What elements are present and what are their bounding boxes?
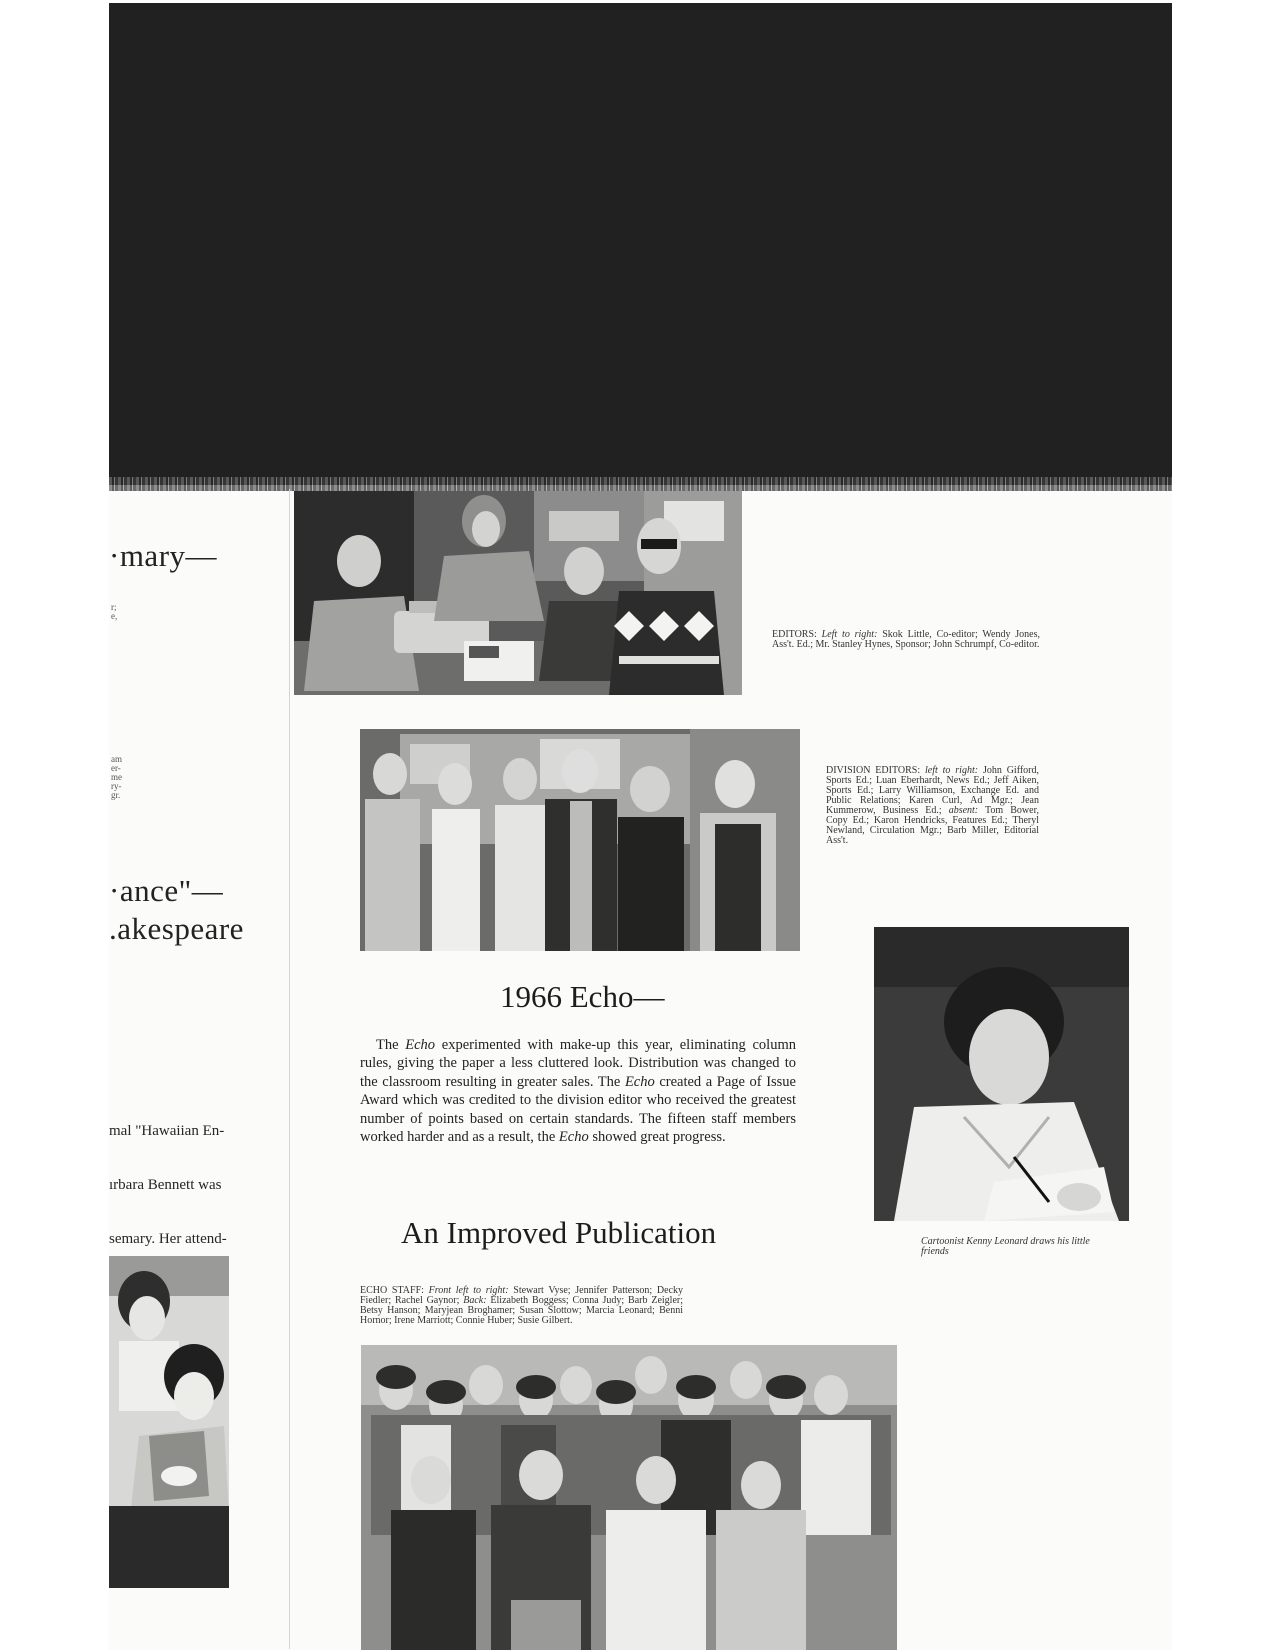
editors-photo [294,491,742,695]
yearbook-page [109,3,1172,1650]
division-caption-absent: absent: [948,805,979,816]
article-text: created a Page of Issue Award which was credited to the division editor who received the greatest number of points based on certain standards. The fifteen staff members worked harder and as a result, the [360,1073,796,1146]
editors-caption-label: EDITORS: [772,629,817,640]
left-heading-ance: ·ance"— [109,873,224,908]
article-echo-title: Echo [405,1037,436,1053]
division-editors-photo [360,729,800,951]
staff-caption-front-lead: Front left to right: [428,1285,509,1296]
article-body [360,1036,796,1146]
cartoonist-caption: Cartoonist Kenny Leonard draws his little friends [921,1236,1090,1257]
left-body-line: semary. Her attend- [109,1231,227,1247]
staff-caption-back-lead: Back: [463,1295,487,1306]
division-editors-caption [826,766,1039,846]
scan-edge-texture [109,477,1172,491]
left-heading-notes: r; e, [111,602,118,621]
left-body-line: ırbara Bennett was [109,1177,222,1193]
division-photo-illustration [360,729,800,951]
left-side-fragment: am er- me ry- gr. [111,754,122,800]
cartoonist-photo [874,927,1129,1221]
left-body-line: mal "Hawaiian En- [109,1123,225,1139]
article-echo-title: Echo [558,1129,589,1146]
editors-caption-lead: Left to right: [821,629,878,640]
staff-photo-illustration [361,1345,897,1650]
left-page-photo [109,1256,229,1588]
staff-caption-front-text: Stewart Vyse; Jennifer Patterson; Decky Fiedler; Rachel Gaynor; [360,1285,684,1306]
cartoonist-photo-illustration [874,927,1129,1221]
headline-improved-publication: An Improved Publication [401,1215,717,1250]
editors-caption-text: Skok Little, Co-editor; Wendy Jones, Ass't. Ed.; Mr. Stanley Hynes, Sponsor; John Schrumpf, Co-editor. [772,629,1040,650]
article-text: experimented with make-up this year, eliminating column rules, giving the paper a less cluttered look. Distribution was changed to the classroom resulting in greater sales. The [360,1037,796,1090]
staff-caption-label: ECHO STAFF: [360,1285,424,1296]
left-photo-illustration [109,1256,229,1588]
headline-1966-echo: 1966 Echo— [500,979,665,1014]
article-text: The [376,1037,406,1053]
page-gutter [289,489,290,1649]
left-heading-shakespeare: .akespeare [109,911,244,946]
echo-staff-photo [361,1345,897,1650]
division-caption-label: DIVISION EDITORS: [826,765,921,776]
editors-photo-illustration [294,491,742,695]
echo-staff-caption [360,1286,683,1326]
article-text: showed great progress. [588,1129,726,1146]
division-caption-text-2: Tom Bower, Copy Ed.; Karon Hendricks, Features Ed.; Theryl Newland, Circulation Mgr.; Barb Miller, Editorial Ass't. [826,805,1040,846]
division-caption-lead: left to right: [925,765,979,776]
staff-caption-back-text: Elizabeth Boggess; Conna Judy; Barb Zeigler; Betsy Hanson; Maryjean Broghamer; Susan Slottow; Marcia Leonard; Benni Hornor; Irene Marriott; Connie Huber; Susie Gilbert. [360,1295,683,1326]
article-echo-title: Echo [624,1073,655,1090]
dark-header-band [109,3,1172,485]
editors-caption [772,630,1040,650]
division-caption-text-1: John Gifford, Sports Ed.; Luan Eberhardt, News Ed.; Jeff Aiken, Sports Ed.; Larry Williamson, Exchange Ed. and Public Relations; Karen Curl, Ad Mgr.; Jean Kummerow, Business Ed.; [826,765,1040,816]
left-heading-mary: ·mary— [109,538,218,573]
